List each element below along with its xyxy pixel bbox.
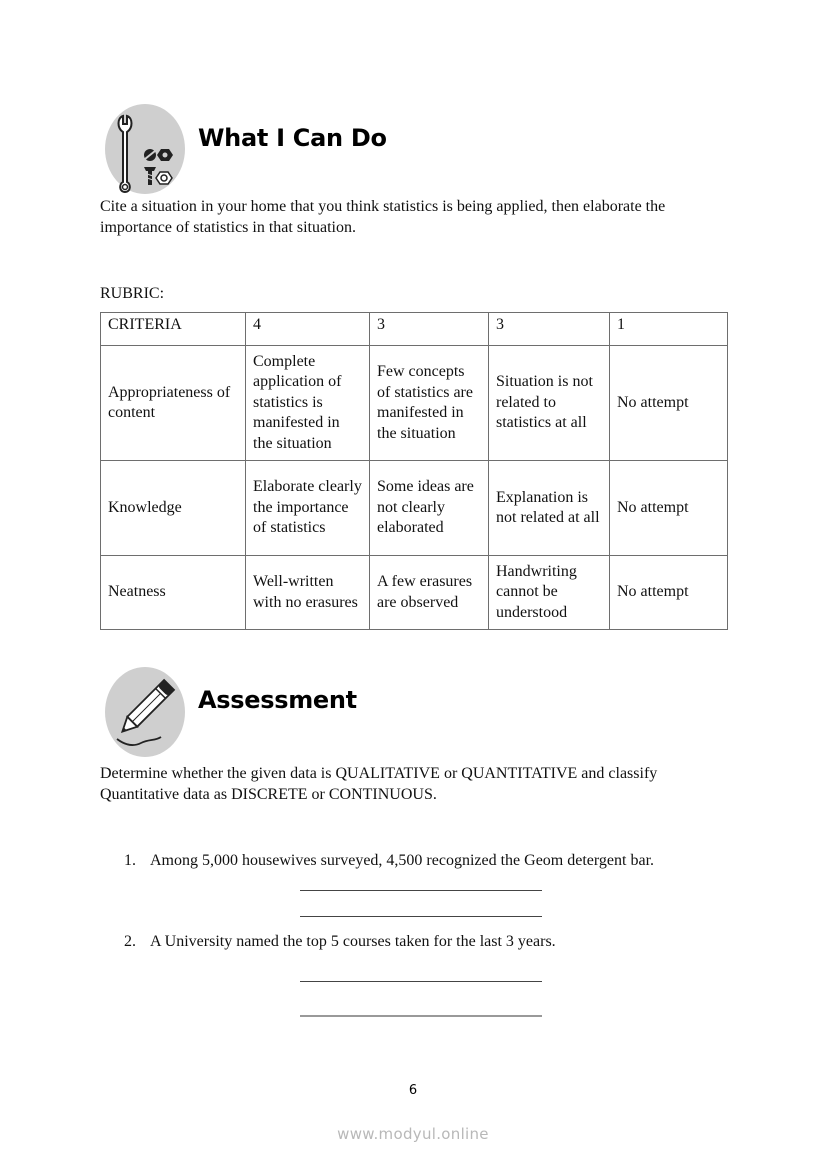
instruction-line: Cite a situation in your home that you think statistics is being applied, then elaborate the — [100, 198, 666, 215]
score-cell: Handwriting cannot be understood — [489, 556, 610, 630]
header-cell: 3 — [489, 313, 610, 346]
question-text: Among 5,000 housewives surveyed, 4,500 recognized the Geom detergent bar. — [150, 852, 655, 869]
instruction-line: Determine whether the given data is QUALITATIVE or QUANTITATIVE and classify — [100, 765, 658, 782]
answer-blank[interactable] — [300, 916, 542, 917]
header-cell: 1 — [610, 313, 728, 346]
score-cell: Situation is not related to statistics at all — [489, 346, 610, 461]
score-cell: No attempt — [610, 461, 728, 556]
table-row — [101, 346, 728, 461]
section-title-what-i-can-do: What I Can Do — [198, 124, 387, 152]
watermark: www.modyul.online — [337, 1125, 489, 1143]
header-cell: 3 — [370, 313, 489, 346]
score-cell: No attempt — [610, 346, 728, 461]
question-number: 1. — [124, 852, 136, 869]
score-cell: Some ideas are not clearly elaborated — [370, 461, 489, 556]
what-i-can-do-instruction — [100, 196, 665, 238]
page-number: 6 — [408, 1083, 418, 1098]
assessment-instruction — [100, 763, 657, 805]
rubric-table — [100, 312, 728, 630]
answer-blank[interactable] — [300, 1015, 542, 1017]
answer-blank[interactable] — [300, 981, 542, 982]
score-cell: Few concepts of statistics are manifested in the situation — [370, 346, 489, 461]
section-title-assessment: Assessment — [198, 686, 357, 714]
instruction-line: importance of statistics in that situation. — [100, 219, 356, 236]
table-header-row — [101, 313, 728, 346]
score-cell: Well-written with no erasures — [246, 556, 370, 630]
question-2 — [124, 932, 556, 952]
pencil-icon — [105, 667, 185, 757]
answer-blank[interactable] — [300, 890, 542, 891]
score-cell: No attempt — [610, 556, 728, 630]
criteria-cell: Knowledge — [101, 461, 246, 556]
question-text: A University named the top 5 courses taken for the last 3 years. — [150, 933, 556, 950]
rubric-label: RUBRIC: — [100, 285, 165, 302]
header-cell: CRITERIA — [101, 313, 246, 346]
table-row — [101, 461, 728, 556]
table-row — [101, 556, 728, 630]
score-cell: Explanation is not related at all — [489, 461, 610, 556]
question-1 — [124, 851, 654, 871]
header-cell: 4 — [246, 313, 370, 346]
instruction-line: Quantitative data as DISCRETE or CONTINUOUS. — [100, 786, 437, 803]
tools-icon — [105, 104, 185, 194]
score-cell: Elaborate clearly the importance of statistics — [246, 461, 370, 556]
criteria-cell: Neatness — [101, 556, 246, 630]
question-number: 2. — [124, 933, 136, 950]
score-cell: Complete application of statistics is manifested in the situation — [246, 346, 370, 461]
criteria-cell: Appropriateness of content — [101, 346, 246, 461]
score-cell: A few erasures are observed — [370, 556, 489, 630]
